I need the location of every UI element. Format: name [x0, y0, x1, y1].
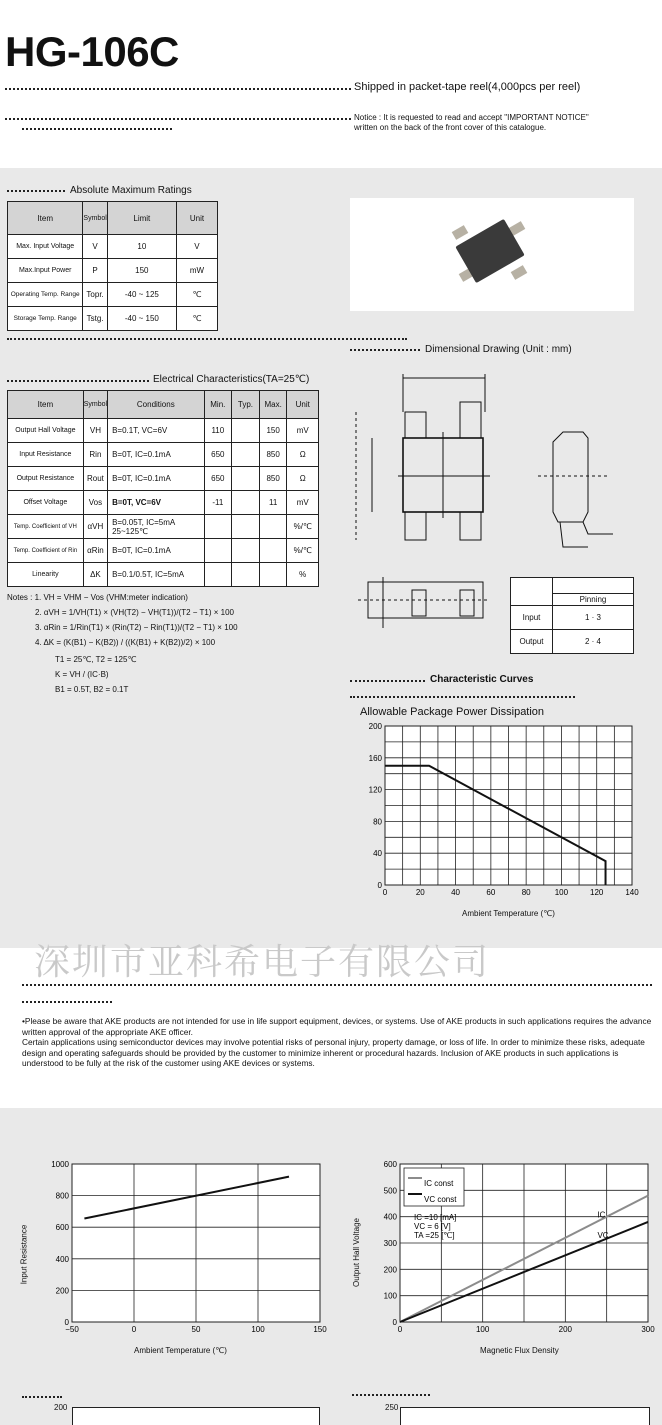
- row-unit: Ω: [287, 467, 319, 491]
- series-label: IC: [597, 1210, 606, 1220]
- legend-label: VC const: [424, 1195, 457, 1204]
- note-line: Notes : 1. VH = VHM − Vos (VHM:meter indication): [7, 593, 188, 602]
- power-dissipation-chart: [340, 718, 652, 923]
- header-dotted-rule-3: [22, 128, 172, 130]
- row-conditions: B=0.05T, IC=5mA 25~125℃: [108, 515, 204, 539]
- pinning-heading: [553, 578, 634, 594]
- x-tick-label: −50: [65, 1325, 79, 1334]
- row-min: 110: [204, 419, 232, 443]
- chart2-ylabel: Input Resistance: [19, 1224, 29, 1285]
- row-min: [204, 539, 232, 563]
- y-tick-label: 0: [377, 881, 382, 890]
- y-tick-label: 200: [368, 722, 382, 731]
- y-tick-label: 300: [383, 1239, 397, 1248]
- row-symbol: Topr.: [83, 283, 107, 307]
- y-tick-label: 160: [368, 753, 382, 763]
- row-typ: [232, 539, 260, 563]
- bottom-dots-left: [22, 1396, 62, 1398]
- row-item: Max.Input Power: [8, 259, 83, 283]
- shipping-info: Shipped in packet-tape reel(4,000pcs per reel): [354, 81, 581, 93]
- pinning-title: Pinning: [553, 594, 634, 606]
- col-symbol: Symbol: [83, 391, 107, 419]
- table-row: [8, 563, 319, 587]
- col-item: Item: [8, 202, 83, 235]
- row-conditions: B=0T, IC=0.1mA: [108, 467, 204, 491]
- legend-label: IC const: [424, 1179, 454, 1188]
- row-item: Output Hall Voltage: [8, 419, 84, 443]
- table-row: [8, 307, 218, 331]
- row-unit: ℃: [176, 307, 217, 331]
- x-tick-label: 100: [251, 1325, 265, 1334]
- chart3-ylabel: Output Hall Voltage: [351, 1218, 361, 1287]
- chart1-title: Allowable Package Power Dissipation: [360, 706, 545, 718]
- chart3-xlabel: Magnetic Flux Density: [480, 1346, 559, 1355]
- table-row: [8, 467, 319, 491]
- row-conditions: B=0T, IC=0.1mA: [108, 443, 204, 467]
- series-label: VC: [597, 1230, 609, 1240]
- y-tick-label: 0: [392, 1318, 397, 1327]
- hall-voltage-chart: [350, 1148, 662, 1363]
- note-line: B1 = 0.5T, B2 = 0.1T: [55, 685, 129, 694]
- elec-dots: [7, 380, 149, 382]
- row-unit: %/℃: [287, 539, 319, 563]
- row-typ: [232, 443, 260, 467]
- table-row: [8, 539, 319, 563]
- y-tick-label: 200: [383, 1265, 397, 1275]
- row-limit: 10: [107, 235, 176, 259]
- chart1-xlabel: Ambient Temperature (℃): [462, 909, 555, 918]
- chart2-xlabel: Ambient Temperature (℃): [134, 1346, 227, 1355]
- header-dotted-rule-1: [5, 88, 351, 90]
- electrical-table: [7, 390, 319, 587]
- y-tick-label: 200: [55, 1286, 69, 1296]
- side-profile: [553, 432, 588, 522]
- y-tick-label: 80: [373, 817, 382, 827]
- dim-dots: [350, 349, 420, 351]
- x-tick-label: 200: [558, 1325, 573, 1334]
- abs-max-table: [7, 201, 218, 331]
- notice-dots-2: [22, 1001, 112, 1003]
- bottom-right-frame: [400, 1407, 650, 1425]
- row-item: Output Resistance: [8, 467, 84, 491]
- row-unit: Ω: [287, 443, 319, 467]
- y-tick-label: 120: [368, 785, 382, 795]
- curves-heading: Characteristic Curves: [430, 674, 534, 685]
- pinning-input-label: Input: [511, 606, 553, 630]
- row-symbol: ΔK: [83, 563, 107, 587]
- note-line: T1 = 25℃, T2 = 125℃: [55, 655, 137, 664]
- row-max: [259, 515, 287, 539]
- row-min: 650: [204, 467, 232, 491]
- table-row: [8, 235, 218, 259]
- dimensional-heading: Dimensional Drawing (Unit : mm): [425, 344, 572, 355]
- chart-annotation: VC = 6 [V]: [414, 1222, 451, 1231]
- table-row: [8, 443, 319, 467]
- row-unit: %/℃: [287, 515, 319, 539]
- row-limit: -40 ~ 150: [107, 307, 176, 331]
- important-notice: [22, 1016, 652, 1069]
- x-tick-label: 20: [415, 888, 425, 897]
- lead-outline: [405, 412, 426, 438]
- notice-paragraph: •Please be aware that AKE products are not intended for use in life support equipment, devices, or systems. Use of AKE products in such applications requires the advance written approval of the appropriate AKE officer.: [22, 1016, 652, 1037]
- row-symbol: αRin: [83, 539, 107, 563]
- row-item: Max. Input Voltage: [8, 235, 83, 259]
- chart-annotation: IC =10 [mA]: [414, 1213, 457, 1222]
- row-unit: mV: [287, 491, 319, 515]
- bottom-left-frame: [72, 1407, 320, 1425]
- note-line: 4. ΔK = (K(B1) − K(B2)) / ((K(B1) + K(B2))/2) × 100: [35, 638, 216, 647]
- row-symbol: VH: [83, 419, 107, 443]
- y-tick-label: 600: [383, 1160, 397, 1169]
- pinning-output-label: Output: [511, 630, 553, 654]
- col-item: Item: [8, 391, 84, 419]
- bottom-dots-right: [352, 1394, 430, 1396]
- row-conditions: B=0T, IC=0.1mA: [108, 539, 204, 563]
- row-conditions: B=0T, VC=6V: [108, 491, 204, 515]
- table-row: [8, 515, 319, 539]
- row-item: Temp. Coefficient of Rin: [8, 539, 84, 563]
- row-item: Offset Voltage: [8, 491, 84, 515]
- col-unit: Unit: [287, 391, 319, 419]
- header-dotted-rule-2: [5, 118, 351, 120]
- col-min: Min.: [204, 391, 232, 419]
- chip-lead: [511, 265, 528, 280]
- x-tick-label: 80: [521, 888, 531, 897]
- row-min: [204, 515, 232, 539]
- row-max: 850: [259, 467, 287, 491]
- x-tick-label: 140: [625, 888, 639, 897]
- lead-outline: [405, 512, 426, 540]
- col-conditions: Conditions: [108, 391, 204, 419]
- row-typ: [232, 563, 260, 587]
- x-tick-label: 0: [131, 1325, 137, 1334]
- row-typ: [232, 491, 260, 515]
- row-max: [259, 563, 287, 587]
- col-unit: Unit: [176, 202, 217, 235]
- lead-outline: [460, 512, 481, 540]
- row-typ: [232, 467, 260, 491]
- bottom-left-top-tick: 200: [54, 1403, 68, 1412]
- row-symbol: αVH: [83, 515, 107, 539]
- row-unit: V: [176, 235, 217, 259]
- curves-dots: [350, 680, 425, 682]
- pinning-table: [510, 577, 634, 654]
- bottom-right-top-tick: 250: [385, 1403, 399, 1412]
- col-symbol: Symbol: [83, 202, 107, 235]
- row-symbol: P: [83, 259, 107, 283]
- chart-annotation: TA =25 [℃]: [414, 1231, 455, 1240]
- x-tick-label: 120: [590, 888, 604, 897]
- x-tick-label: 300: [641, 1325, 655, 1334]
- x-tick-label: 0: [382, 888, 388, 897]
- y-tick-label: 1000: [51, 1160, 69, 1169]
- notice-line-1: Notice : It is requested to read and accept "IMPORTANT NOTICE": [354, 113, 589, 122]
- row-unit: %: [287, 563, 319, 587]
- row-typ: [232, 419, 260, 443]
- chip-lead: [452, 225, 469, 240]
- notice-line-2: written on the back of the front cover of this catalogue.: [354, 123, 547, 132]
- y-tick-label: 400: [55, 1254, 69, 1264]
- x-tick-label: 150: [313, 1325, 327, 1334]
- row-min: [204, 563, 232, 587]
- part-number-title: HG-106C: [5, 28, 179, 75]
- row-item: Linearity: [8, 563, 84, 587]
- row-item: Storage Temp. Range: [8, 307, 83, 331]
- y-tick-label: 400: [383, 1212, 397, 1222]
- x-tick-label: 100: [475, 1325, 490, 1334]
- electrical-heading: Electrical Characteristics(TA=25℃): [153, 374, 310, 385]
- x-tick-label: 0: [397, 1325, 403, 1334]
- y-tick-label: 600: [55, 1223, 69, 1233]
- row-limit: -40 ~ 125: [107, 283, 176, 307]
- note-line: K = VH / (IC·B): [55, 670, 109, 679]
- row-unit: ℃: [176, 283, 217, 307]
- notice-dots-1: [22, 984, 652, 986]
- row-item: Input Resistance: [8, 443, 84, 467]
- y-tick-label: 40: [373, 849, 382, 859]
- pinning-input-pins: 1 · 3: [553, 606, 634, 630]
- row-item: Operating Temp. Range: [8, 283, 83, 307]
- row-min: -11: [204, 491, 232, 515]
- col-limit: Limit: [107, 202, 176, 235]
- col-typ: Typ.: [232, 391, 260, 419]
- row-max: 850: [259, 443, 287, 467]
- row-min: 650: [204, 443, 232, 467]
- abs-max-heading: Absolute Maximum Ratings: [70, 185, 192, 196]
- pinning-spacer: [511, 578, 553, 594]
- note-line: 3. αRin = 1/Rin(T1) × (Rin(T2) − Rin(T1))/(T2 − T1) × 100: [35, 623, 238, 632]
- pinning-corner: [511, 594, 553, 606]
- row-max: [259, 539, 287, 563]
- row-unit: mW: [176, 259, 217, 283]
- row-unit: mV: [287, 419, 319, 443]
- row-typ: [232, 515, 260, 539]
- row-symbol: Rout: [83, 467, 107, 491]
- row-symbol: V: [83, 235, 107, 259]
- row-limit: 150: [107, 259, 176, 283]
- x-tick-label: 100: [554, 888, 569, 897]
- row-symbol: Vos: [83, 491, 107, 515]
- row-conditions: B=0.1T, VC=6V: [108, 419, 204, 443]
- table-row: [8, 259, 218, 283]
- notice-paragraph: Certain applications using semiconductor devices may involve potential risks of personal injury, property damage, or loss of life. In order to minimize these risks, adequate design and operating safeguards should be provided by the customer to minimize inherent or procedural hazards. Inclusion of AKE products in such applications is understood to be fully at the risk of the customer using AKE devices or systems.: [22, 1037, 645, 1068]
- table-row: [8, 491, 319, 515]
- row-max: 150: [259, 419, 287, 443]
- notes-block: [7, 592, 337, 695]
- y-tick-label: 800: [55, 1191, 69, 1201]
- divider-dots: [7, 338, 407, 340]
- row-max: 11: [259, 491, 287, 515]
- product-photo: [350, 198, 634, 311]
- y-tick-label: 0: [64, 1318, 69, 1327]
- note-line: 2. αVH = 1/VH(T1) × (VH(T2) − VH(T1))/(T2 − T1) × 100: [35, 608, 234, 617]
- pinning-output-pins: 2 · 4: [553, 630, 634, 654]
- x-tick-label: 60: [486, 888, 496, 897]
- row-item: Temp. Coefficient of VH: [8, 515, 84, 539]
- col-max: Max.: [259, 391, 287, 419]
- y-tick-label: 500: [383, 1186, 397, 1196]
- row-symbol: Tstg.: [83, 307, 107, 331]
- table-row: [8, 419, 319, 443]
- table-row: [8, 283, 218, 307]
- lead-outline: [460, 402, 481, 438]
- abs-max-dots: [7, 190, 65, 192]
- input-resistance-chart: [20, 1148, 330, 1363]
- row-conditions: B=0.1/0.5T, IC=5mA: [108, 563, 204, 587]
- watermark-text: 深圳市亚科希电子有限公司: [34, 942, 491, 983]
- curves-dots-2: [350, 696, 575, 698]
- y-tick-label: 100: [383, 1291, 397, 1301]
- x-tick-label: 40: [451, 888, 461, 897]
- row-symbol: Rin: [83, 443, 107, 467]
- x-tick-label: 50: [191, 1325, 201, 1334]
